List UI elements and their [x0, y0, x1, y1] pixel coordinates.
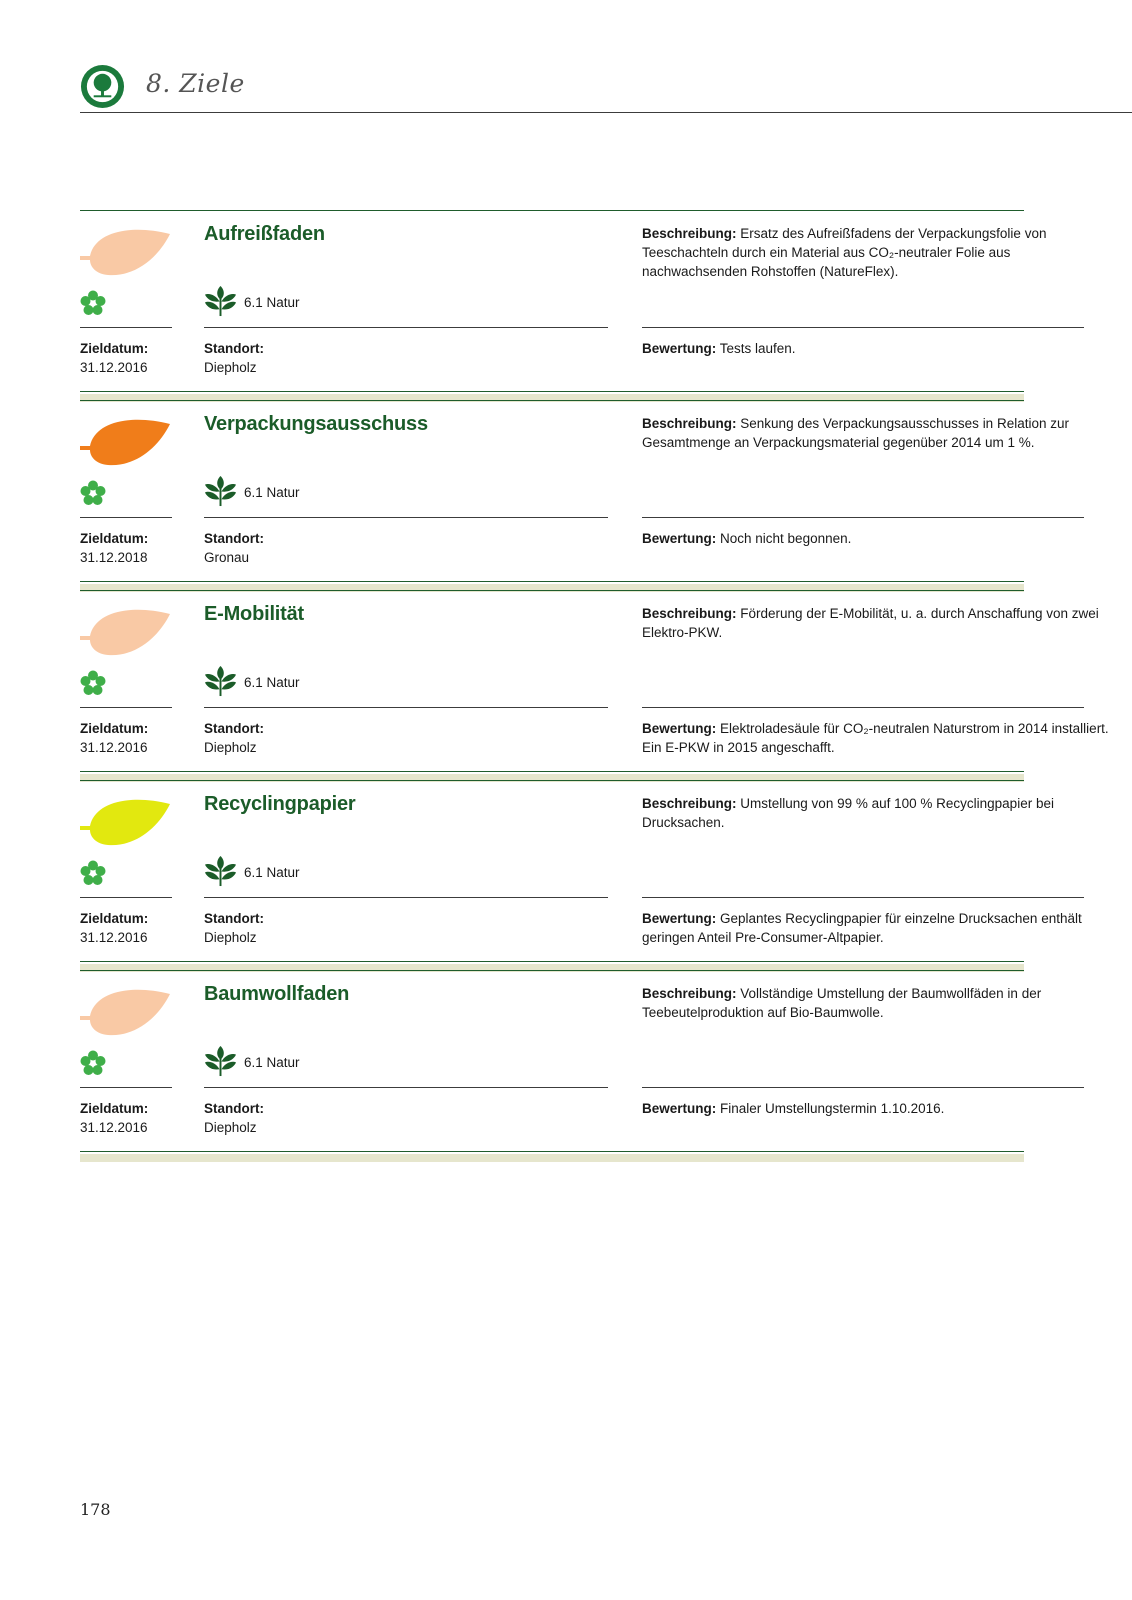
- location-label: Standort:: [204, 531, 264, 546]
- location-label: Standort:: [204, 721, 264, 736]
- leaf-icon: [80, 602, 175, 662]
- evaluation-label: Bewertung:: [642, 1101, 717, 1116]
- goal-title: Aufreißfaden: [204, 223, 325, 245]
- goal-title: E-Mobilität: [204, 603, 305, 625]
- evaluation-text: Geplantes Recyclingpapier für einzelne Drucksachen enthält geringen Anteil Pre-Consumer-Altpapier.: [642, 911, 1082, 945]
- chapter-title: 8. Ziele: [146, 69, 245, 98]
- location-value: Diepholz: [204, 930, 257, 945]
- divider: [642, 707, 1084, 708]
- goal-title: Recyclingpapier: [204, 793, 356, 815]
- divider: [204, 707, 608, 708]
- category-label: 6.1 Natur: [244, 485, 300, 500]
- goal-card: [80, 210, 1047, 402]
- target-date-label: Zieldatum:: [80, 341, 149, 356]
- location-value: Diepholz: [204, 1120, 257, 1135]
- location-label: Standort:: [204, 911, 264, 926]
- description-text: Senkung des Verpackungsausschusses in Relation zur Gesamtmenge an Verpackungsmaterial gegenüber 2014 um 1 %.: [642, 416, 1069, 450]
- divider: [80, 780, 1024, 781]
- evaluation: [642, 529, 1112, 548]
- divider: [80, 210, 1024, 211]
- flower-icon: [80, 290, 106, 316]
- target-date-value: 31.12.2018: [80, 550, 148, 565]
- evaluation-label: Bewertung:: [642, 341, 717, 356]
- goal-card: [80, 970, 1042, 1162]
- location-label: Standort:: [204, 341, 264, 356]
- location-label: Standort:: [204, 1101, 264, 1116]
- target-date-label: Zieldatum:: [80, 531, 149, 546]
- category-label: 6.1 Natur: [244, 675, 300, 690]
- description: [642, 984, 1112, 1022]
- target-date-value: 31.12.2016: [80, 740, 148, 755]
- divider: [642, 517, 1084, 518]
- target-date-label: Zieldatum:: [80, 1101, 149, 1116]
- plant-icon: [204, 474, 237, 507]
- leaf-icon: [80, 982, 175, 1042]
- evaluation: [642, 719, 1112, 757]
- page-header: [80, 62, 1132, 114]
- description-text: Förderung der E-Mobilität, u. a. durch Anschaffung von zwei Elektro-PKW.: [642, 606, 1099, 640]
- evaluation: [642, 1099, 1112, 1118]
- location: [204, 719, 264, 757]
- evaluation: [642, 909, 1112, 947]
- divider: [642, 897, 1084, 898]
- divider: [80, 400, 1024, 401]
- location: [204, 339, 264, 377]
- divider: [80, 1151, 1024, 1152]
- description-label: Beschreibung:: [642, 796, 737, 811]
- header-rule: [80, 112, 1132, 113]
- leaf-icon: [80, 792, 175, 852]
- target-date: [80, 909, 148, 947]
- location-value: Diepholz: [204, 740, 257, 755]
- evaluation-label: Bewertung:: [642, 721, 717, 736]
- target-date-value: 31.12.2016: [80, 360, 148, 375]
- flower-icon: [80, 480, 106, 506]
- divider: [80, 590, 1024, 591]
- goal-card: [80, 590, 1109, 782]
- leaf-icon: [80, 222, 175, 282]
- divider: [80, 897, 172, 898]
- description: [642, 794, 1112, 832]
- evaluation-text: Tests laufen.: [719, 341, 796, 356]
- evaluation-label: Bewertung:: [642, 911, 717, 926]
- plant-icon: [204, 284, 237, 317]
- target-date: [80, 1099, 148, 1137]
- description-label: Beschreibung:: [642, 606, 737, 621]
- goal-title: Verpackungsausschuss: [204, 413, 428, 435]
- evaluation-text: Finaler Umstellungstermin 1.10.2016.: [720, 1101, 945, 1116]
- description-text: Vollständige Umstellung der Baumwollfäden in der Teebeutelproduktion auf Bio-Baumwolle.: [642, 986, 1042, 1020]
- flower-icon: [80, 860, 106, 886]
- divider: [204, 897, 608, 898]
- description: [642, 604, 1112, 642]
- description: [642, 414, 1112, 452]
- divider: [80, 1087, 172, 1088]
- evaluation-label: Bewertung:: [642, 531, 717, 546]
- divider: [204, 1087, 608, 1088]
- description-text: Umstellung von 99 % auf 100 % Recyclingpapier bei Drucksachen.: [642, 796, 1054, 830]
- tree-logo-icon: [80, 64, 125, 109]
- flower-icon: [80, 670, 106, 696]
- divider: [204, 517, 608, 518]
- description-label: Beschreibung:: [642, 986, 737, 1001]
- evaluation: [642, 339, 1112, 358]
- divider: [80, 327, 172, 328]
- description-text: Ersatz des Aufreißfadens der Verpackungsfolie von Teeschachteln durch ein Material aus CO₂-neutraler Folie aus nachwachsenden Rohstoffen (NatureFlex).: [642, 226, 1047, 279]
- divider: [204, 327, 608, 328]
- location-value: Gronau: [204, 550, 250, 565]
- flower-icon: [80, 1050, 106, 1076]
- divider: [80, 771, 1024, 772]
- location: [204, 909, 264, 947]
- target-date-label: Zieldatum:: [80, 721, 149, 736]
- description: [642, 224, 1112, 281]
- evaluation-text: Noch nicht begonnen.: [720, 531, 852, 546]
- category-label: 6.1 Natur: [244, 865, 300, 880]
- target-date-label: Zieldatum:: [80, 911, 149, 926]
- leaf-icon: [80, 412, 175, 472]
- divider: [642, 1087, 1084, 1088]
- divider: [80, 391, 1024, 392]
- divider: [80, 961, 1024, 962]
- target-date: [80, 529, 148, 567]
- goal-title: Baumwollfaden: [204, 983, 350, 1005]
- evaluation-text: Elektroladesäule für CO₂-neutralen Naturstrom in 2014 installiert. Ein E-PKW in 2015 angeschafft.: [642, 721, 1109, 755]
- target-date: [80, 719, 148, 757]
- divider: [80, 517, 172, 518]
- divider: [80, 970, 1024, 971]
- target-date-value: 31.12.2016: [80, 930, 148, 945]
- location: [204, 1099, 264, 1137]
- page-number: 178: [80, 1500, 111, 1519]
- plant-icon: [204, 1044, 237, 1077]
- category-label: 6.1 Natur: [244, 1055, 300, 1070]
- location: [204, 529, 264, 567]
- divider: [80, 581, 1024, 582]
- description-label: Beschreibung:: [642, 416, 737, 431]
- description-label: Beschreibung:: [642, 226, 737, 241]
- divider: [642, 327, 1084, 328]
- category-label: 6.1 Natur: [244, 295, 300, 310]
- goal-card: [80, 400, 1069, 592]
- goal-card: [80, 780, 1082, 972]
- divider: [80, 707, 172, 708]
- plant-icon: [204, 854, 237, 887]
- target-date-value: 31.12.2016: [80, 1120, 148, 1135]
- separator-band: [80, 1154, 1024, 1162]
- plant-icon: [204, 664, 237, 697]
- target-date: [80, 339, 148, 377]
- location-value: Diepholz: [204, 360, 257, 375]
